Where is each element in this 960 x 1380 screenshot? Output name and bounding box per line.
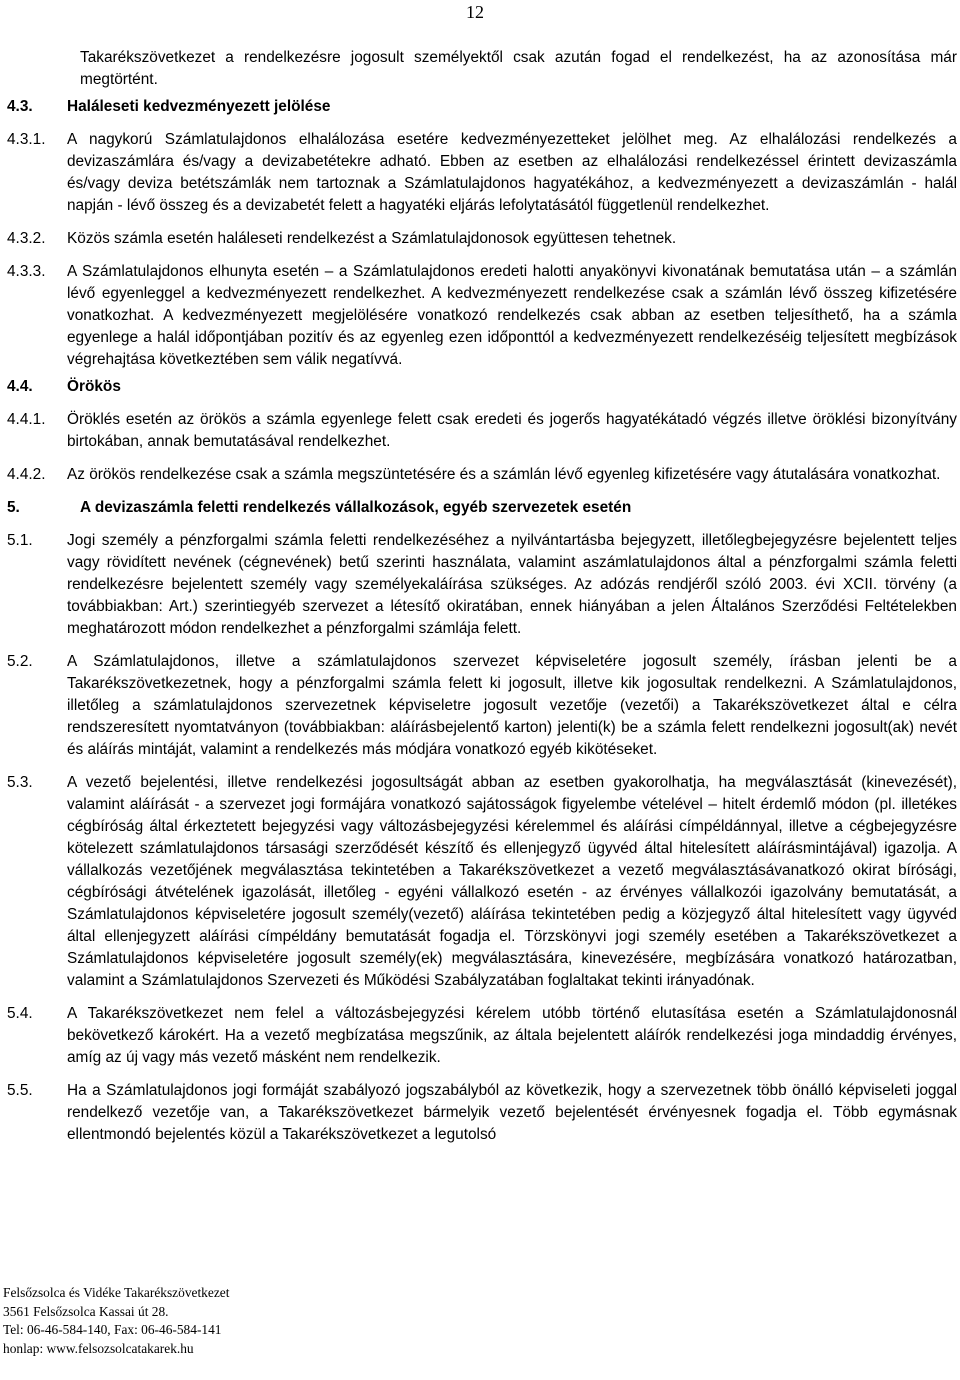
paragraph-number: 5.2.	[7, 653, 33, 670]
footer-company-name: Felsőzsolca és Vidéke Takarékszövetkezet	[3, 1285, 230, 1300]
section-title: Haláleseti kedvezményezett jelölése	[67, 98, 331, 115]
footer-address: 3561 Felsőzsolca Kassai út 28.	[3, 1303, 169, 1319]
paragraph-4-3-3	[7, 261, 957, 371]
paragraph-number: 5.3.	[7, 774, 33, 791]
paragraph-5-2	[7, 651, 957, 761]
paragraph-5-4	[7, 1003, 957, 1069]
page-footer	[3, 1284, 229, 1358]
paragraph-text: A nagykorú Számlatulajdonos elhalálozása esetére kedvezményezetteket jelölhet meg. Az elhalálozási rendelkezés a devizaszámlára és/vagy a devizabetétekre adható. Ebben az esetben az elhalálozási rendelkezéssel érintett devizaszámla és/vagy deviza betétszámlák nem tartoznak a Számlatulajdonos hagyatékához, a kedvezményezett a devizaszámlán - halál napján - lévő összeg és a devizabetét felett a hagyatéki eljárás lefolytatásától függetlenül rendelkezhet.	[67, 131, 957, 214]
paragraph-4-4-1	[7, 409, 957, 453]
page-number: 12	[466, 2, 484, 22]
paragraph-4-3-2	[7, 228, 957, 250]
paragraph-text: A Takarékszövetkezet nem felel a változásbejegyzési kérelem utóbb történő elutasítása esetén a Számlatulajdonosnál bekövetkező károkért. Ha a vezető megbízatása megszűnik, az általa bejelentett aláírók rendelkezési joga mindaddig érvényes, amíg az új vagy más vezető másként nem rendelkezik.	[67, 1005, 957, 1066]
paragraph-4-3-1	[7, 129, 957, 217]
paragraph-number: 4.3.2.	[7, 230, 46, 247]
paragraph-text: Jogi személy a pénzforgalmi számla feletti rendelkezéséhez a nyilvántartásba bejegyzett, illetőlegbejegyzésre bejelentett teljes vagy rövidített nevének (cégnevének) betű szerinti használata, valamint aszámlatulajdonos által a pénzforgalmi számla feletti rendelkezésre bejelentett személy vagy személyekaláírása szükséges. Az adózás rendjéről szóló 2003. évi XCII. törvény (a továbbiakban: Art.) szerintiegyéb szervezet a létesítő okiratában, ennek hiányában a jelen Általános Szerződési Feltételekben meghatározott módon rendelkezhet a pénzforgalmi számlája felett.	[67, 532, 957, 637]
paragraph-5-3	[7, 772, 957, 992]
footer-phone-fax: Tel: 06-46-584-140, Fax: 06-46-584-141	[3, 1322, 222, 1337]
paragraph-text: Közös számla esetén haláleseti rendelkezést a Számlatulajdonosok együttesen tehetnek.	[67, 230, 677, 247]
section-number: 5.	[7, 499, 20, 516]
section-5-heading	[7, 497, 957, 519]
paragraph-number: 5.5.	[7, 1082, 33, 1099]
paragraph-number: 5.1.	[7, 532, 33, 549]
paragraph-5-1	[7, 530, 957, 640]
footer-website: honlap: www.felsozsolcatakarek.hu	[3, 1340, 194, 1356]
paragraph-text: Az örökös rendelkezése csak a számla megszüntetésére és a számlán lévő egyenleg kifizetésére vagy átutalására vonatkozhat.	[67, 466, 941, 483]
section-4-3-heading	[7, 96, 957, 118]
paragraph-number: 4.4.1.	[7, 411, 46, 428]
document-body	[7, 47, 957, 1146]
paragraph-number: 5.4.	[7, 1005, 33, 1022]
section-number: 4.3.	[7, 98, 33, 115]
paragraph-text: A vezető bejelentési, illetve rendelkezési jogosultságát abban az esetben gyakorolhatja, ha megválasztását (kinevezését), valamint aláírását - a szervezet jogi formájára vonatkozó sajátosságok figyelembe vételével – hitelt érdemlő módon (pl. illetékes cégbíróság által érkeztetett bejegyzési vagy változásbejegyzési kérelemmel és aláírási címpéldánnyal, illetve a cégbejegyzésre kötelezett számlatulajdonos társasági szerződését készítő és ellenjegyző ügyvéd által hitelesített aláírásmintájával) igazolja. A vállalkozás vezetőjének megválasztása tekintetében a Takarékszövetkezet a vezető megválasztásávanatkozó okirat bírósági, cégbírósági átvételének igazolását, illetőleg - egyéni vállalkozó esetén - az érvényes vállalkozói igazolvány bemutatását, a Számlatulajdonos képviseletére jogosult személy(vezető) aláírása tekintetében pedig a közjegyző által hitelesített vagy ügyvéd által ellenjegyzett aláírási címpéldány bemutatását fogadja el. Törzskönyvi jogi személy esetében a Takarékszövetkezet a Számlatulajdonos képviseletére jogosult személy(ek) megválasztására, kinevezésére, megbízására vonatkozó határozatban, valamint a Számlatulajdonos Szervezeti és Működési Szabályzatában foglaltakat tekinti irányadónak.	[67, 774, 957, 989]
section-title: Örökös	[67, 378, 121, 395]
section-number: 4.4.	[7, 378, 33, 395]
paragraph-text: Ha a Számlatulajdonos jogi formáját szabályozó jogszabályból az következik, hogy a szervezetnek több önálló képviseleti joggal rendelkező vezetője van, a Takarékszövetkezet bármelyik vezető bejelentését érvényesnek fogadja el. Több egymásnak ellentmondó bejelentés közül a Takarékszövetkezet a legutolsó	[67, 1082, 957, 1143]
paragraph-text: Öröklés esetén az örökös a számla egyenlege felett csak eredeti és jogerős hagyatékátadó végzés illetve öröklési bizonyítvány birtokában, annak bemutatásával rendelkezhet.	[67, 411, 957, 450]
paragraph-4-4-2	[7, 464, 957, 486]
paragraph-number: 4.4.2.	[7, 466, 46, 483]
paragraph-number: 4.3.3.	[7, 263, 46, 280]
paragraph-number: 4.3.1.	[7, 131, 46, 148]
paragraph-text: A Számlatulajdonos, illetve a számlatulajdonos szervezet képviseletére jogosult személy, írásban jelenti be a Takarékszövetkezetnek, hogy a pénzforgalmi számla felett ki jogosult, illetve kik jogosultak rendelkezni. A Számlatulajdonos, illetőleg a számlatulajdonos szervezetnek képviseletre jogosult vezetője (vezetői) a Takarékszövetkezet által e célra rendszeresített nyomtatványon (továbbiakban: aláírásbejelentő karton) jelenti(k) be a számla felett rendelkezni jogosult(ak) nevét és aláírás mintáját, valamint a rendelkezés más módjára vonatkozó egyéb kikötéseket.	[67, 653, 957, 758]
section-title: A devizaszámla feletti rendelkezés vállalkozások, egyéb szervezetek esetén	[80, 499, 632, 516]
intro-paragraph: Takarékszövetkezet a rendelkezésre jogosult személyektől csak azután fogad el rendelkezést, ha az azonosítása már megtörtént.	[80, 49, 957, 88]
section-4-4-heading	[7, 376, 957, 398]
paragraph-text: A Számlatulajdonos elhunyta esetén – a Számlatulajdonos eredeti halotti anyakönyvi kivonatának bemutatása után – a számlán lévő egyenleggel a kedvezményezett rendelkezhet. A kedvezményezett rendelkezése csak a számlán lévő összeg kifizetésére vonatkozhat. A kedvezményezett megjelölésére vonatkozó rendelkezés csak abban az esetben teljesíthető, ha a számla egyenlege a halál időpontjában pozitív és az egyenleg ezen időponttól a kedvezményezett rendelkezéséig teljesített megbízások végrehajtása következtében sem válik negatívvá.	[67, 263, 957, 368]
paragraph-5-5	[7, 1080, 957, 1146]
